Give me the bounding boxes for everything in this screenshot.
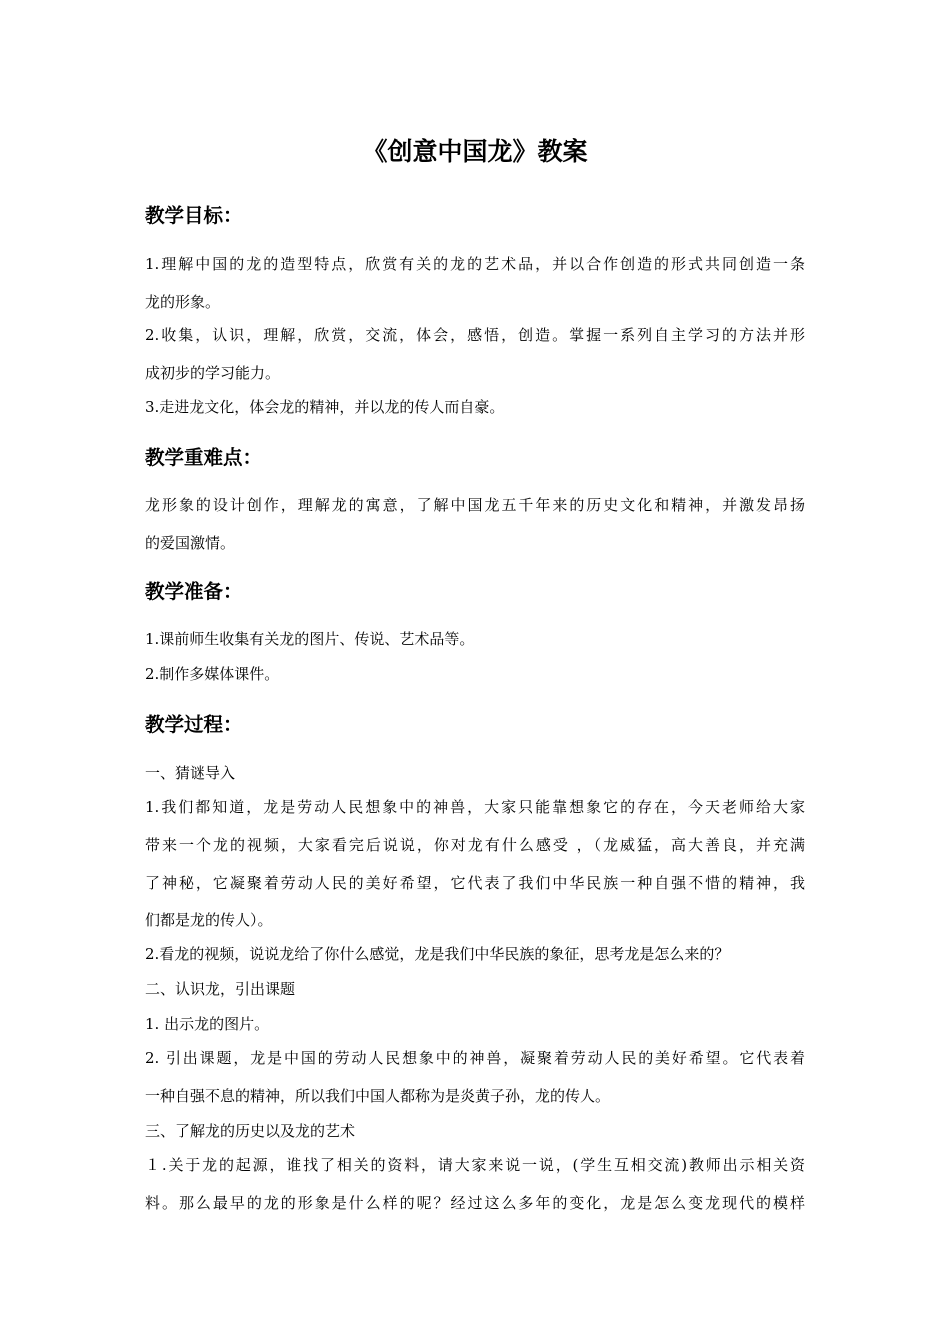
subsection-heading: 二、认识龙，引出课题 (145, 980, 296, 998)
paragraph-line: 1. 出示龙的图片。 (145, 1015, 270, 1033)
subsection-heading: 三、了解龙的历史以及龙的艺术 (145, 1122, 356, 1140)
paragraph-line: 成初步的学习能力。 (145, 364, 281, 382)
section-heading-preparation: 教学准备： (145, 580, 243, 603)
paragraph-line: 1.理解中国的龙的造型特点，欣赏有关的龙的艺术品，并以合作创造的形式共同创造一条 (145, 255, 805, 273)
paragraph-line: 2.看龙的视频，说说龙给了你什么感觉，龙是我们中华民族的象征，思考龙是怎么来的？ (145, 945, 730, 963)
paragraph-line: 2.收集，认识，理解，欣赏，交流，体会，感悟，创造。掌握一系列自主学习的方法并形 (145, 326, 805, 344)
paragraph-line: 2.制作多媒体课件。 (145, 665, 280, 683)
paragraph-line: 龙的形象。 (145, 293, 221, 311)
paragraph-line: 料。那么最早的龙的形象是什么样的呢？经过这么多年的变化，龙是怎么变龙现代的模样 (145, 1194, 805, 1212)
paragraph-line: 3.走进龙文化，体会龙的精神，并以龙的传人而自豪。 (145, 398, 505, 416)
paragraph-line: 1.课前师生收集有关龙的图片、传说、艺术品等。 (145, 630, 475, 648)
paragraph-line: 了神秘，它凝聚着劳动人民的美好希望，它代表了我们中华民族一种自强不惜的精神，我 (145, 874, 805, 892)
paragraph-line: 带来一个龙的视频，大家看完后说说，你对龙有什么感受 ，（龙威猛，高大善良，并充满 (145, 836, 805, 854)
paragraph-line: １.关于龙的起源，谁找了相关的资料，请大家来说一说，(学生互相交流)教师出示相关资 (145, 1156, 805, 1174)
section-heading-process: 教学过程： (145, 713, 243, 736)
paragraph-line: 1.我们都知道，龙是劳动人民想象中的神兽，大家只能靠想象它的存在，今天老师给大家 (145, 798, 805, 816)
subsection-heading: 一、猜谜导入 (145, 764, 236, 782)
paragraph-line: 们都是龙的传人）。 (145, 911, 273, 929)
paragraph-line: 的爱国激情。 (145, 534, 236, 552)
section-heading-objectives: 教学目标： (145, 204, 243, 227)
document-title: 《创意中国龙》教案 (362, 137, 588, 166)
paragraph-line: 一种自强不息的精神，所以我们中国人都称为是炎黄子孙，龙的传人。 (145, 1087, 611, 1105)
section-heading-key-points: 教学重难点： (145, 446, 263, 469)
paragraph-line: 2. 引出课题，龙是中国的劳动人民想象中的神兽，凝聚着劳动人民的美好希望。它代表着 (145, 1049, 805, 1067)
paragraph-line: 龙形象的设计创作，理解龙的寓意，了解中国龙五千年来的历史文化和精神，并激发昂扬 (145, 496, 805, 514)
